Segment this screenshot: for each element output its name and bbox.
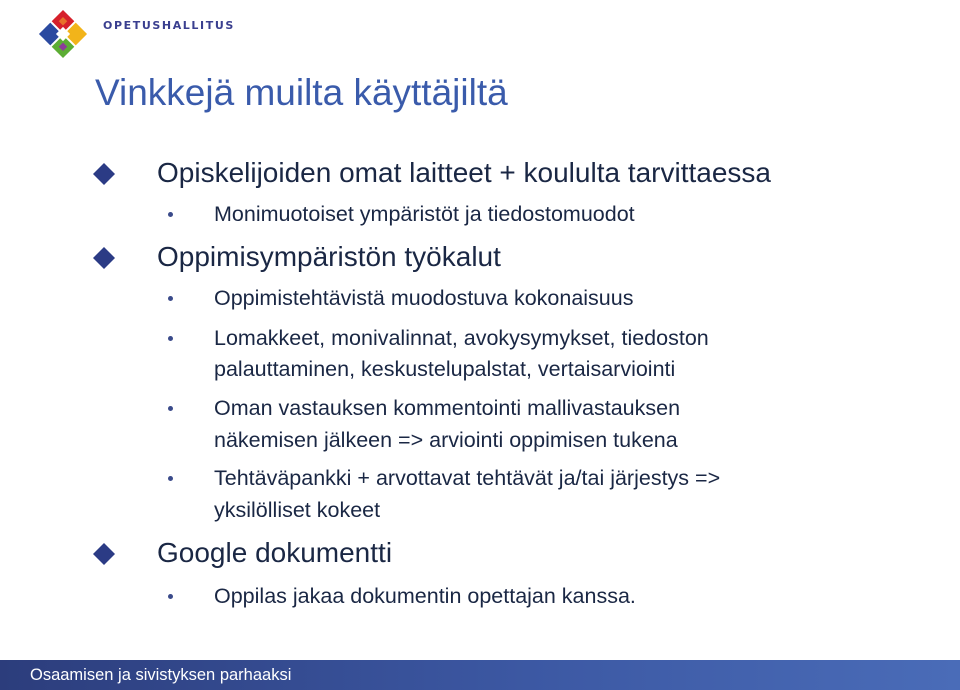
- diamond-bullet-icon: [92, 542, 116, 566]
- sub-bullet-icon: [168, 212, 173, 217]
- sub-bullet-item: Oman vastauksen kommentointi mallivastauksen: [214, 396, 681, 420]
- bullet-item: Google dokumentti: [157, 537, 393, 568]
- sub-bullet-icon: [168, 406, 173, 411]
- sub-bullet-icon: [168, 336, 173, 341]
- sub-bullet-item: Oppilas jakaa dokumentin opettajan kanssa.: [214, 584, 636, 608]
- sub-bullet-icon: [168, 476, 173, 481]
- sub-bullet-item: Lomakkeet, monivalinnat, avokysymykset, tiedoston: [214, 326, 709, 350]
- sub-bullet-item-continued: yksilölliset kokeet: [214, 498, 381, 522]
- sub-bullet-icon: [168, 594, 173, 599]
- logo-text: OPETUSHALLITUS: [103, 19, 235, 32]
- diamond-bullet-icon: [92, 162, 116, 186]
- bullet-item: Oppimisympäristön työkalut: [157, 241, 501, 272]
- sub-bullet-item-continued: palauttaminen, keskustelupalstat, vertaisarviointi: [214, 357, 676, 381]
- footer-bar: [0, 660, 960, 690]
- diamond-bullet-icon: [92, 246, 116, 270]
- sub-bullet-item: Tehtäväpankki + arvottavat tehtävät ja/tai järjestys =>: [214, 466, 721, 490]
- slide-title: Vinkkejä muilta käyttäjiltä: [95, 72, 508, 113]
- sub-bullet-item-continued: näkemisen jälkeen => arviointi oppimisen tukena: [214, 428, 678, 452]
- sub-bullet-item: Monimuotoiset ympäristöt ja tiedostomuodot: [214, 202, 635, 226]
- footer-slogan: Osaamisen ja sivistyksen parhaaksi: [30, 666, 292, 684]
- sub-bullet-item: Oppimistehtävistä muodostuva kokonaisuus: [214, 286, 634, 310]
- sub-bullet-icon: [168, 296, 173, 301]
- bullet-item: Opiskelijoiden omat laitteet + koululta tarvittaessa: [157, 157, 771, 188]
